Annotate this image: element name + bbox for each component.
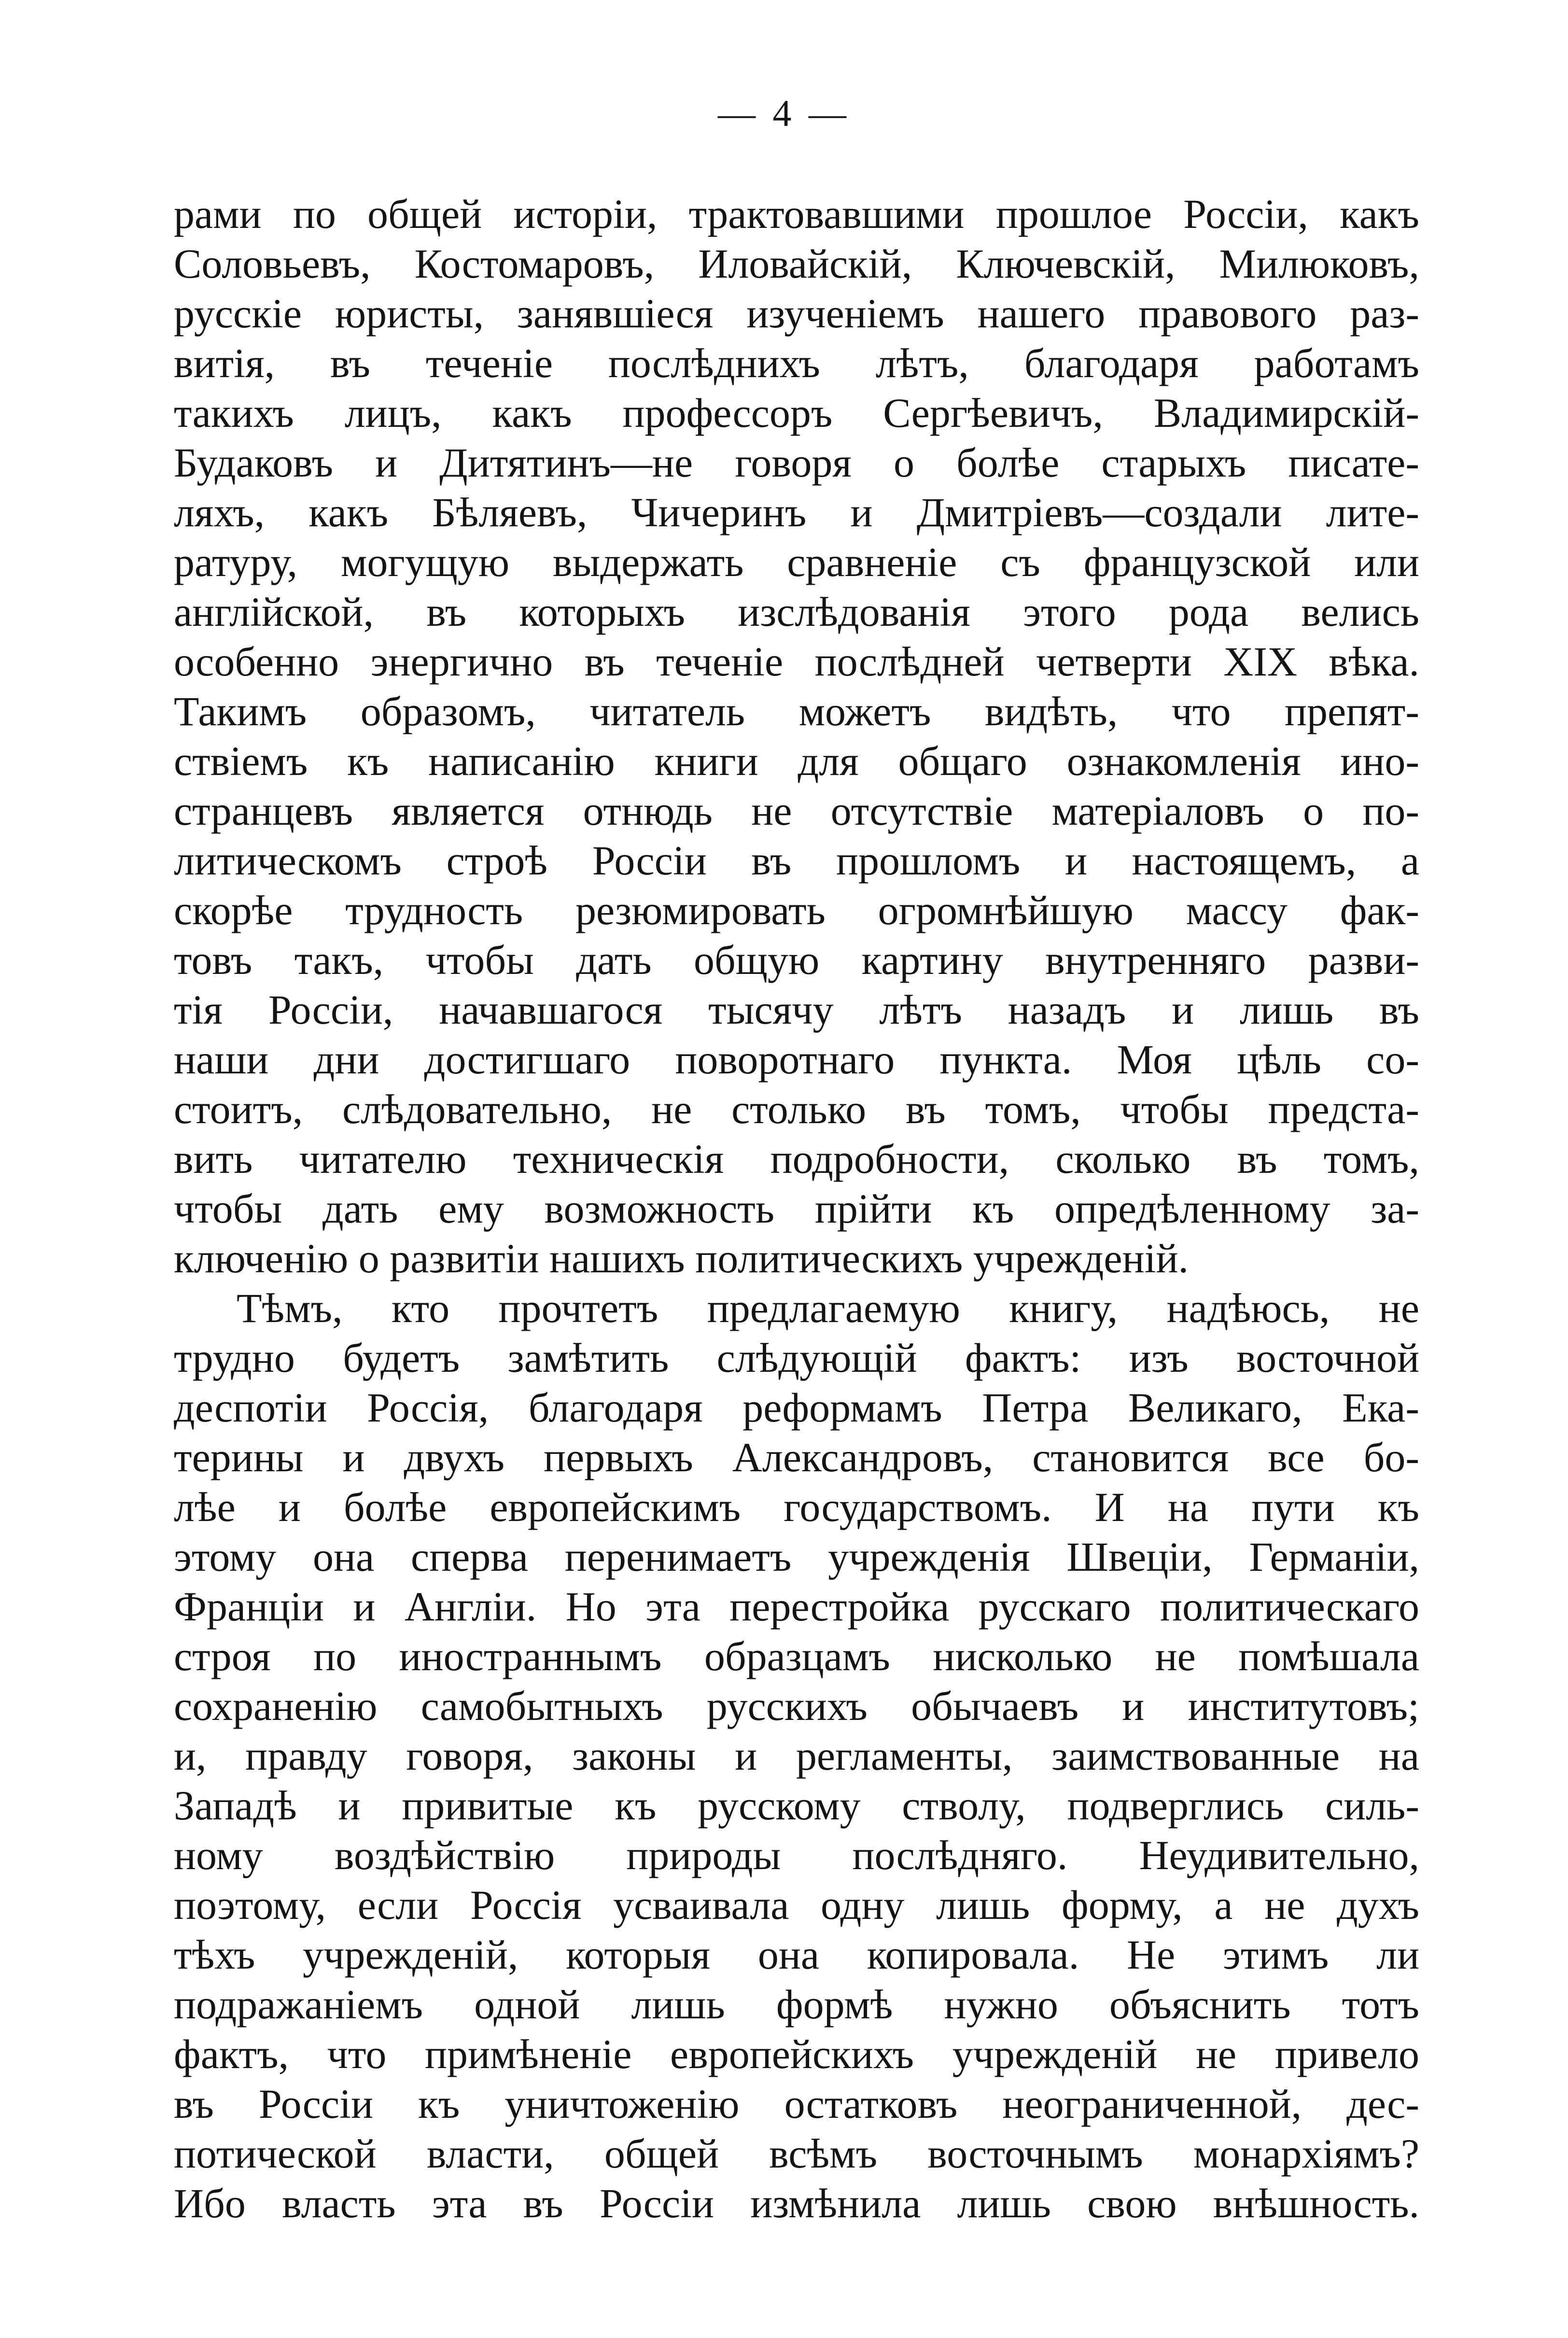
text-line: ратуру, могущую выдержать сравненіе съ французской или [174, 539, 1419, 585]
text-line: Франціи и Англіи. Но эта перестройка русскаго политическаго [174, 1583, 1419, 1630]
page-number: — 4 — [718, 92, 850, 134]
text-line: Западѣ и привитые къ русскому стволу, подверглись силь- [174, 1782, 1419, 1829]
text-line: ключенію о развитіи нашихъ политическихъ учрежденій. [174, 1235, 1189, 1282]
text-line: поэтому, если Россія усваивала одну лишь форму, а не духъ [174, 1882, 1419, 1928]
text-line: особенно энергично въ теченіе послѣдней четверти XIX вѣка. [174, 638, 1419, 685]
text-line: англійской, въ которыхъ изслѣдованія этого рода велись [174, 589, 1419, 635]
text-line: вить читателю техническія подробности, сколько въ томъ, [174, 1136, 1419, 1182]
text-line: витія, въ теченіе послѣднихъ лѣтъ, благодаря работамъ [174, 340, 1419, 386]
text-line: строя по иностраннымъ образцамъ нисколько не помѣшала [174, 1633, 1419, 1679]
text-line: подражаніемъ одной лишь формѣ нужно объяснить тотъ [174, 1981, 1419, 2028]
text-line: тѣхъ учрежденій, которыя она копировала. Не этимъ ли [174, 1931, 1419, 1978]
text-line: товъ такъ, чтобы дать общую картину внутренняго разви- [174, 937, 1419, 983]
text-line: сохраненію самобытныхъ русскихъ обычаевъ и институтовъ; [174, 1683, 1419, 1729]
text-line: этому она сперва перенимаетъ учрежденія Швеціи, Германіи, [174, 1534, 1419, 1580]
text-line: тія Россіи, начавшагося тысячу лѣтъ назадъ и лишь въ [174, 986, 1419, 1033]
text-line: такихъ лицъ, какъ профессоръ Сергѣевичъ, Владимирскій- [174, 390, 1419, 436]
text-line: деспотіи Россія, благодаря реформамъ Петра Великаго, Ека- [174, 1384, 1419, 1431]
paragraph-start-line: Тѣмъ, кто прочтетъ предлагаемую книгу, надѣюсь, не [237, 1285, 1419, 1331]
text-line: ствіемъ къ написанію книги для общаго ознакомленія ино- [174, 738, 1419, 784]
text-line: потической власти, общей всѣмъ восточнымъ монархіямъ? [174, 2130, 1419, 2177]
text-line: въ Россіи къ уничтоженію остатковъ неограниченной, дес- [174, 2081, 1419, 2127]
text-line: терины и двухъ первыхъ Александровъ, становится все бо- [174, 1434, 1419, 1480]
text-line: чтобы дать ему возможность прійти къ опредѣленному за- [174, 1185, 1419, 1232]
text-line: литическомъ строѣ Россіи въ прошломъ и настоящемъ, а [174, 837, 1419, 884]
text-line: ляхъ, какъ Бѣляевъ, Чичеринъ и Дмитріевъ—создали лите- [174, 489, 1419, 535]
text-line: фактъ, что примѣненіе европейскихъ учрежденій не привело [174, 2031, 1419, 2077]
text-line: лѣе и болѣе европейскимъ государствомъ. И на пути къ [174, 1484, 1419, 1530]
text-line: Будаковъ и Дитятинъ—не говоря о болѣе старыхъ писате- [174, 439, 1419, 486]
text-line: стоитъ, слѣдовательно, не столько въ томъ, чтобы предста- [174, 1086, 1419, 1132]
text-line: скорѣе трудность резюмировать огромнѣйшую массу фак- [174, 887, 1419, 933]
text-line: трудно будетъ замѣтить слѣдующій фактъ: изъ восточной [174, 1335, 1419, 1381]
text-line: и, правду говоря, законы и регламенты, заимствованные на [174, 1732, 1419, 1779]
text-line: Такимъ образомъ, читатель можетъ видѣть, что препят- [174, 688, 1419, 734]
text-line: русскіе юристы, занявшіеся изученіемъ нашего правового раз- [174, 290, 1419, 337]
text-line: наши дни достигшаго поворотнаго пункта. Моя цѣль со- [174, 1036, 1419, 1083]
text-line: рами по общей исторіи, трактовавшими прошлое Россіи, какъ [174, 191, 1419, 237]
text-line: странцевъ является отнюдь не отсутствіе матеріаловъ о по- [174, 788, 1419, 834]
text-line: Ибо власть эта въ Россіи измѣнила лишь свою внѣшность. [174, 2180, 1419, 2226]
text-line: Соловьевъ, Костомаровъ, Иловайскій, Ключевскій, Милюковъ, [174, 240, 1419, 287]
body-text [174, 189, 1419, 2228]
text-line: ному воздѣйствію природы послѣдняго. Неудивительно, [174, 1832, 1419, 1878]
